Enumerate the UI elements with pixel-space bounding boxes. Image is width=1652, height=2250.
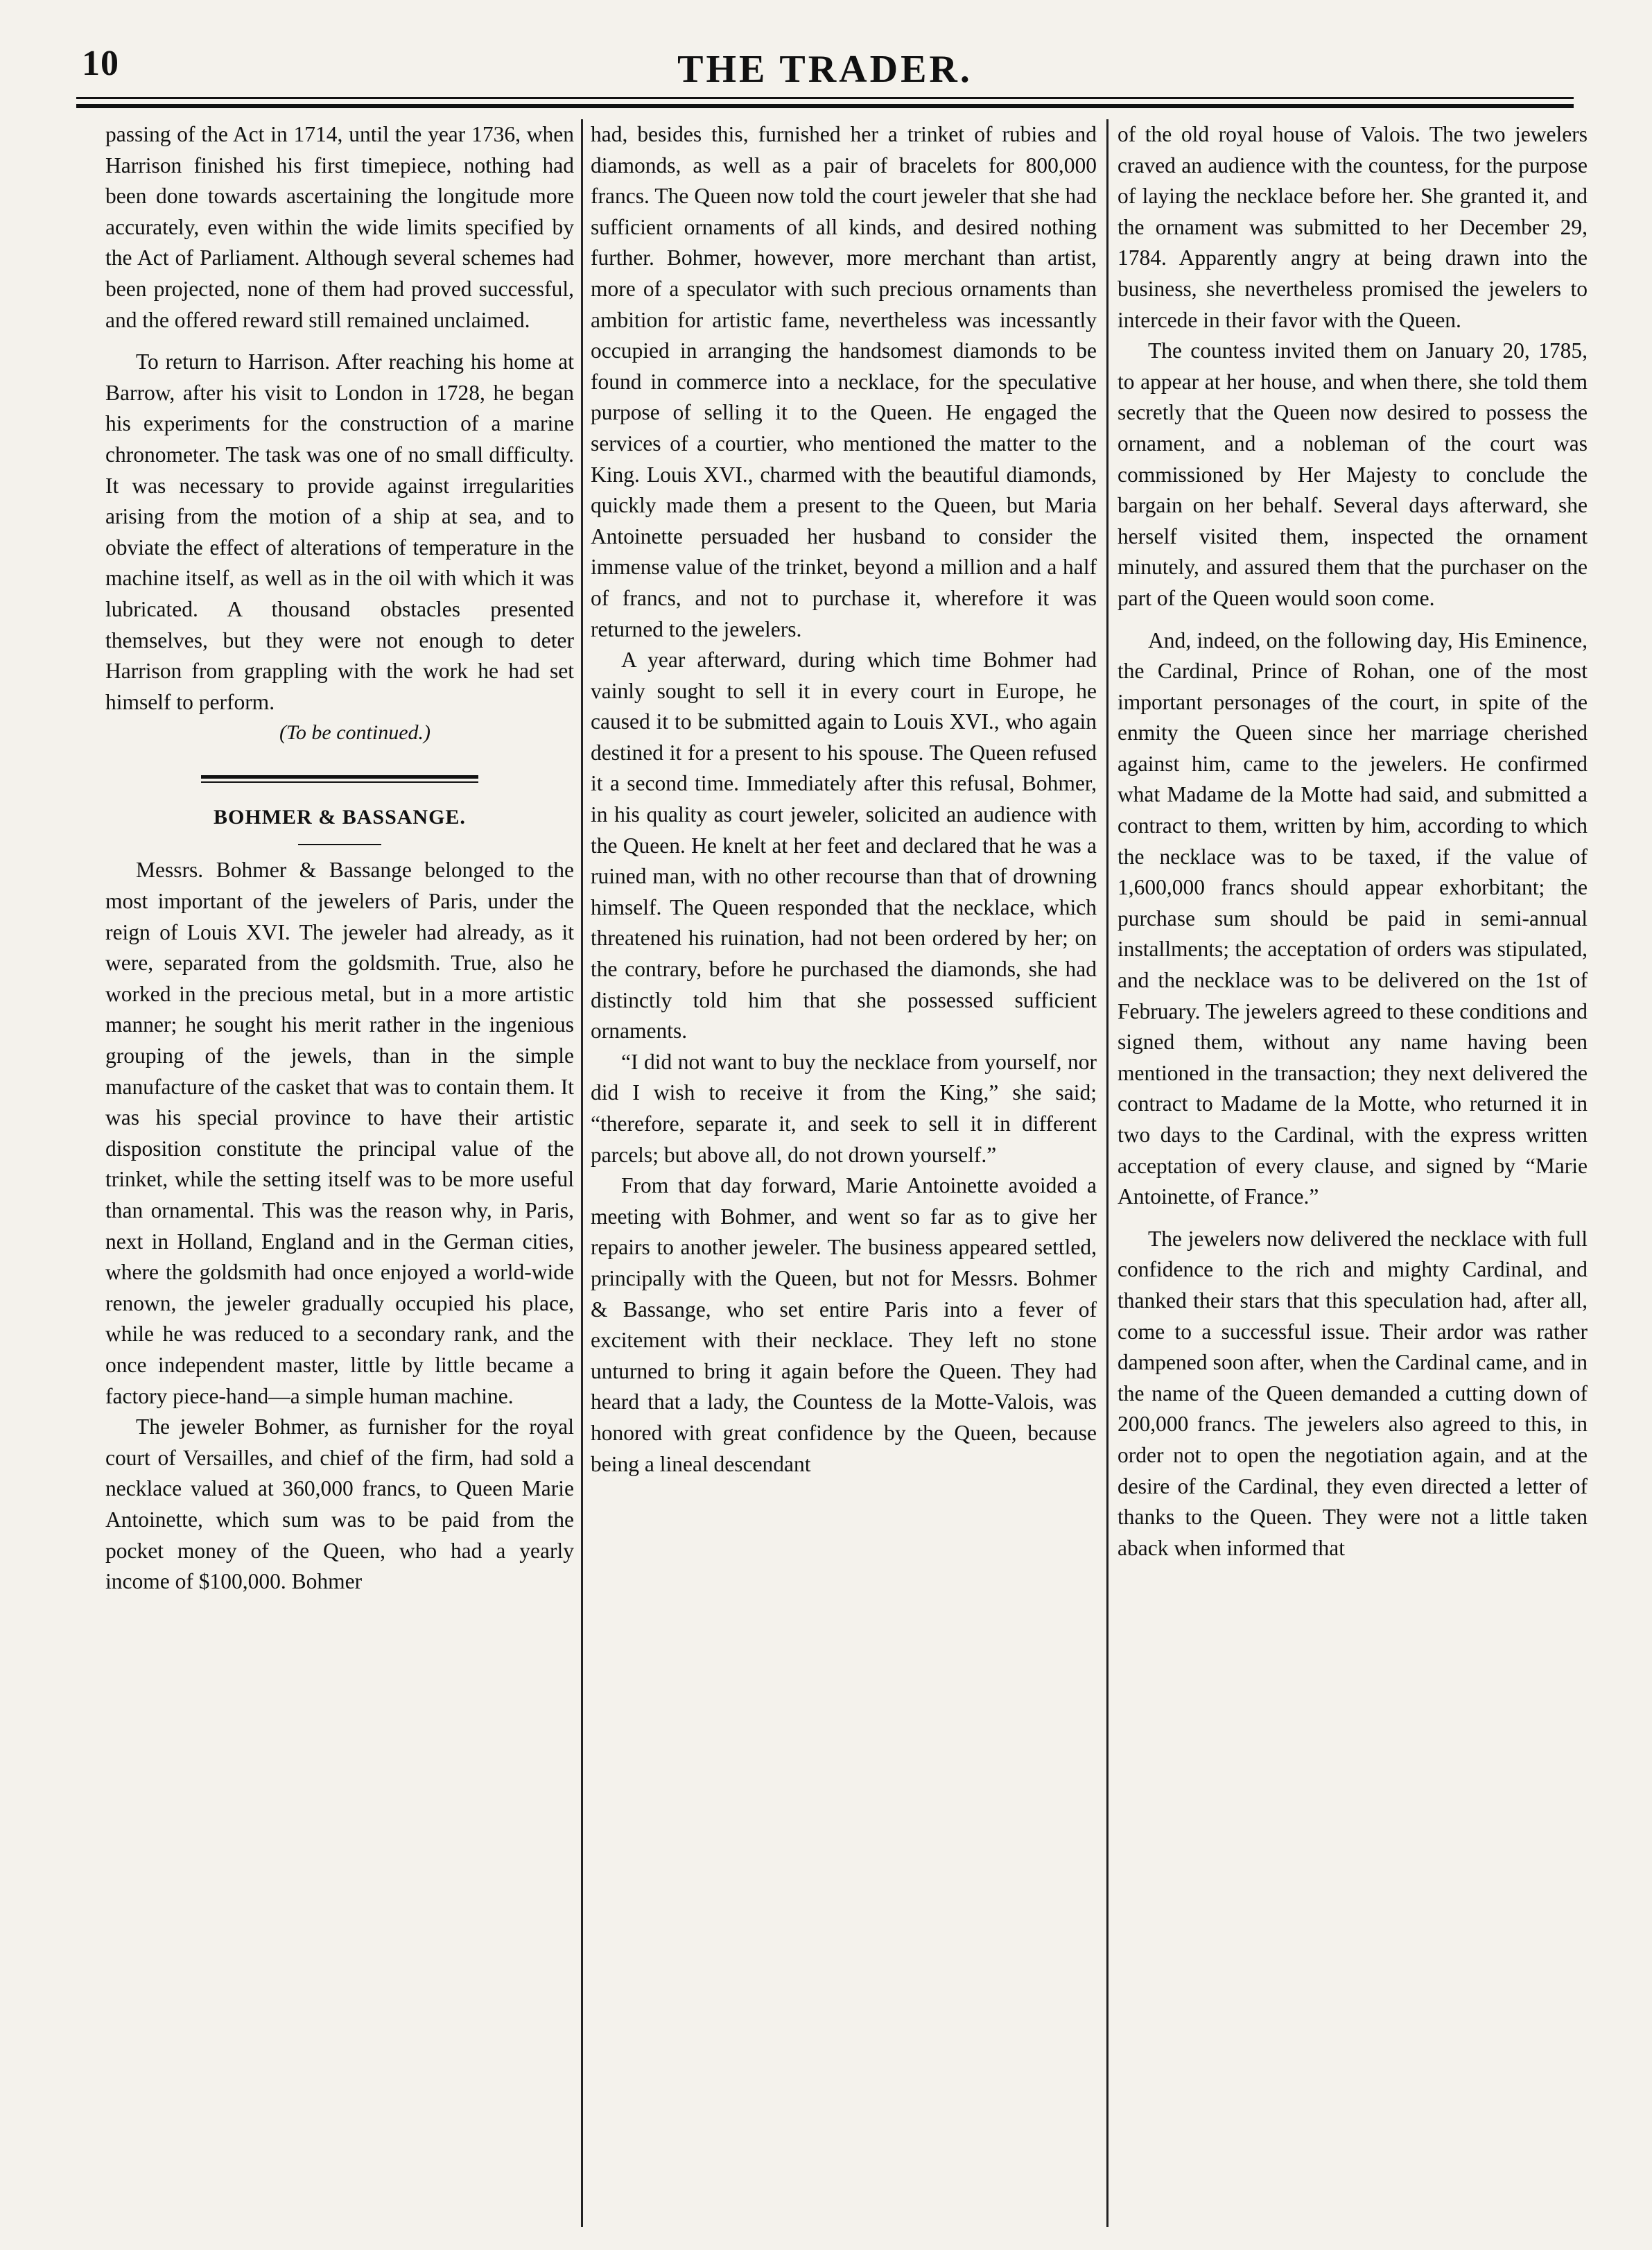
article-paragraph: “I did not want to buy the necklace from yourself, nor did I wish to receive it from the King,” she said; “therefore, separate it, and seek to sell it in different parcels; but above all, do not drown yourself.” — [591, 1049, 1097, 1167]
article-paragraph: Messrs. Bohmer & Bassange belonged to the most important of the jewelers of Paris, under the reign of Louis XVI. The jeweler had already, as it were, separated from the goldsmith. True, also he worked in the precious metal, but in a more artistic manner; he sought his merit rather in the ingenious grouping of the jewels, than in the simple manufacture of the casket that was to contain them. It was his special province to have their artistic disposition constitute the principal value of the trinket, while the setting itself was to be more useful than ornamental. This was the reason why, in Paris, next in Holland, England and in the German cities, where the goldsmith had once enjoyed a world-wide renown, the jeweler gradually occupied his place, while he was reduced to a secondary rank, and the once independent master, little by little became a factory piece-hand—a simple human machine. — [105, 858, 574, 1408]
column-2 — [591, 119, 1097, 2227]
column-1 — [105, 119, 574, 2227]
article-paragraph: The jewelers now delivered the necklace with full confidence to the rich and mighty Cardinal, and thanked their stars that this speculation had, after all, come to a successful issue. Their ardor was rather dampened soon after, when the Cardinal came, and in the name of the Queen demanded a cutting down of 200,000 francs. The jewelers also agreed to this, in order not to open the negotiation again, and at the desire of the Cardinal, they even directed a letter of thanks to the Queen. They were not a little taken aback when informed that — [1118, 1226, 1588, 1560]
section-divider — [201, 775, 478, 783]
article-paragraph: The countess invited them on January 20, 1785, to appear at her house, and when there, she told them secretly that the Queen now desired to possess the ornament, and a nobleman of the court was commissioned by Her Majesty to conclude the bargain on her behalf. Several days afterward, she herself visited them, inspected the ornament minutely, and assured them that the purchaser on the part of the Queen would soon come. — [1118, 338, 1588, 610]
column-3 — [1118, 119, 1588, 2227]
header-rule-thin — [76, 97, 1574, 99]
article-paragraph: had, besides this, furnished her a trinket of rubies and diamonds, as well as a pair of bracelets for 800,000 francs. The Queen now told the court jeweler that she had sufficient ornaments of all kinds, and desired nothing further. Bohmer, however, more merchant than artist, more of a speculator with such precious ornaments than ambition for artistic fame, nevertheless was incessantly occupied in arranging the handsomest diamonds to be found in commerce into a necklace, for the speculative purpose of selling it to the Queen. He engaged the services of a courtier, who mentioned the matter to the King. Louis XVI., charmed with the beautiful diamonds, quickly made them a present to the Queen, but Maria Antoinette persuaded her husband to consider the immense value of the trinket, beyond a million and a half of francs, and not to purchase it, wherefore it was returned to the jewelers. — [591, 122, 1097, 641]
heading-underline — [298, 844, 381, 845]
article-paragraph: From that day forward, Marie Antoinette avoided a meeting with Bohmer, and went so far as to give her repairs to another jeweler. The business appeared settled, principally with the Queen, but not for Messrs. Bohmer & Bassange, who set entire Paris into a fever of excitement with their necklace. They left no stone unturned to bring it again before the Queen. They had heard that a lady, the Countess de la Motte-Valois, was honored with great confidence by the Queen, because being a lineal descendant — [591, 1173, 1097, 1476]
column-divider — [581, 119, 583, 2227]
article-paragraph: passing of the Act in 1714, until the year 1736, when Harrison finished his first timepiece, nothing had been done towards ascertaining the longitude more accurately, even within the wide limits specified by the Act of Parliament. Although several schemes had been projected, none of them had proved successful, and the offered reward still remained unclaimed. — [105, 122, 574, 332]
column-divider — [1106, 119, 1108, 2227]
article-paragraph: of the old royal house of Valois. The two jewelers craved an audience with the countess, for the purpose of laying the necklace before her. She granted it, and the ornament was submitted to her December 29, 1784. Apparently angry at being drawn into the business, she nevertheless promised the jewelers to intercede in their favor with the Queen. — [1118, 122, 1588, 332]
page-number: 10 — [82, 44, 119, 83]
article-paragraph: To return to Harrison. After reaching his home at Barrow, after his visit to London in 1728, he began his experiments for the construction of a marine chronometer. The task was one of no small difficulty. It was necessary to provide against irregularities arising from the motion of a ship at sea, and to obviate the effect of alterations of temperature in the machine itself, as well as in the oil with which it was lubricated. A thousand obstacles presented themselves, but they were not enough to deter Harrison from grappling with the work he had set himself to perform. — [105, 349, 574, 714]
article-paragraph: And, indeed, on the following day, His Eminence, the Cardinal, Prince of Rohan, one of the most important personages of the court, in spite of the enmity the Queen since her marriage cherished against him, came to the jewelers. He confirmed what Madame de la Motte had said, and submitted a contract to them, written by him, according to which the necklace was to be taxed, if the value of 1,600,000 francs should appear exhorbitant; the purchase sum should be paid in semi-annual installments; the acceptation of orders was stipulated, and the necklace was to be delivered on the 1st of February. The jewelers agreed to these conditions and signed them, without any name having been mentioned in the transaction; they next delivered the contract to Madame de la Motte, who returned it in two days to the Cardinal, with the express written acceptation of every clause, and signed by “Marie Antoinette, of France.” — [1118, 628, 1588, 1209]
article-paragraph: A year afterward, during which time Bohmer had vainly sought to sell it in every court in Europe, he caused it to be submitted again to Louis XVI., who again destined it for a present to his spouse. The Queen refused it a second time. Immediately after this refusal, Bohmer, in his quality as court jeweler, solicited an audience with the Queen. He knelt at her feet and declared that he was a ruined man, with no other recourse than that of drowning himself. The Queen responded that the necklace, which threatened his ruination, had not been ordered by her; on the contrary, before he purchased the diamonds, she had distinctly told him that she possessed sufficient ornaments. — [591, 648, 1097, 1044]
article-paragraph: The jeweler Bohmer, as furnisher for the royal court of Versailles, and chief of the firm, had sold a necklace valued at 360,000 francs, to Queen Marie Antoinette, which sum was to be paid from the pocket money of the Queen, who had a yearly income of $100,000. Bohmer — [105, 1414, 574, 1594]
page-header — [76, 28, 1574, 104]
journal-title: THE TRADER. — [677, 48, 973, 91]
header-rule-thick — [76, 104, 1574, 108]
section-heading: BOHMER & BASSANGE. — [214, 805, 466, 829]
continued-note: (To be continued.) — [279, 721, 431, 745]
